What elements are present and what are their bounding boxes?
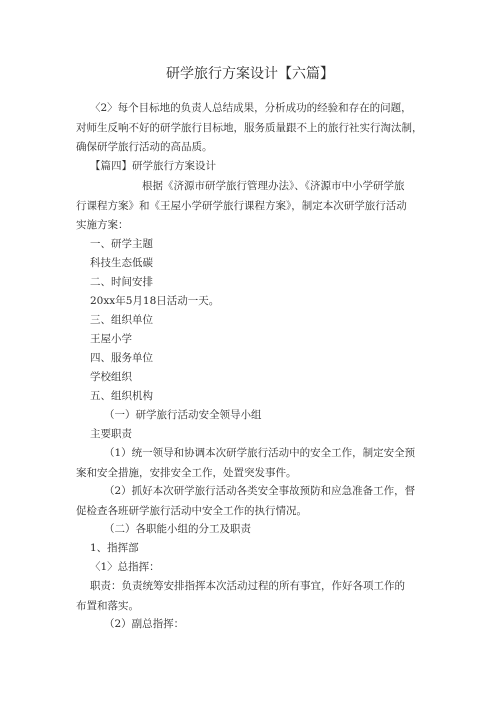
text-line: 促检查各班研学旅行活动中安全工作的执行情况。 bbox=[76, 504, 307, 517]
section-heading: 【篇四】研学旅行方案设计 bbox=[90, 160, 216, 172]
text-line: 职责：负责统筹安排指挥本次活动过程的所有事宜，作好各项工作的 bbox=[90, 580, 405, 592]
document-title: 研学旅行方案设计【六篇】 bbox=[166, 66, 334, 82]
heading-organizer: 三、组织单位 bbox=[90, 314, 153, 326]
value-organizer: 王屋小学 bbox=[90, 333, 132, 345]
heading-time: 二、时间安排 bbox=[90, 276, 153, 288]
heading-service: 四、服务单位 bbox=[90, 352, 153, 364]
heading-organization: 五、组织机构 bbox=[90, 390, 153, 402]
paragraph-intro bbox=[76, 177, 432, 236]
heading-chief: 〈1〉总指挥： bbox=[90, 561, 160, 573]
text-line: 实施方案： bbox=[76, 219, 129, 231]
paragraph-duty-2 bbox=[76, 482, 432, 521]
heading-vice-chief: （2）副总指挥： bbox=[104, 618, 185, 630]
text-line: 确保研学旅行活动的高品质。 bbox=[76, 141, 213, 153]
value-time: 20xx年5月18日活动一天。 bbox=[90, 295, 220, 307]
paragraph-chief-duty bbox=[76, 577, 432, 616]
text-line: 根据《济源市研学旅行管理办法》、《济源市中小学研学旅 bbox=[142, 180, 405, 192]
value-theme: 科技生态低碳 bbox=[90, 257, 153, 269]
text-line: （1）统一领导和协调本次研学旅行活动中的安全工作，制定安全预 bbox=[104, 447, 416, 459]
duty-label: 主要职责 bbox=[90, 428, 132, 440]
text-line: 〈2〉每个目标地的负责人总结成果，分析成功的经验和存在的问题， bbox=[90, 102, 412, 114]
paragraph-duty-1 bbox=[76, 444, 432, 483]
text-line: 布置和落实。 bbox=[76, 599, 139, 612]
subheading-safety-group: （一）研学旅行活动安全领导小组 bbox=[104, 409, 262, 421]
subheading-groups: （二）各职能小组的分工及职责 bbox=[104, 523, 251, 535]
value-service: 学校组织 bbox=[90, 371, 132, 383]
paragraph-summary bbox=[76, 99, 432, 158]
heading-command: 1、指挥部 bbox=[90, 542, 139, 554]
heading-theme: 一、研学主题 bbox=[90, 238, 153, 250]
text-line: 对师生反响不好的研学旅行目标地，服务质量跟不上的旅行社实行淘汰制， bbox=[76, 121, 423, 134]
text-line: （2）抓好本次研学旅行活动各类安全事故预防和应急准备工作，督 bbox=[104, 485, 416, 497]
text-line: 行课程方案》和《王屋小学研学旅行课程方案》，制定本次研学旅行活动 bbox=[76, 199, 407, 212]
text-line: 案和安全措施，安排安全工作，处置突发事件。 bbox=[76, 466, 297, 479]
